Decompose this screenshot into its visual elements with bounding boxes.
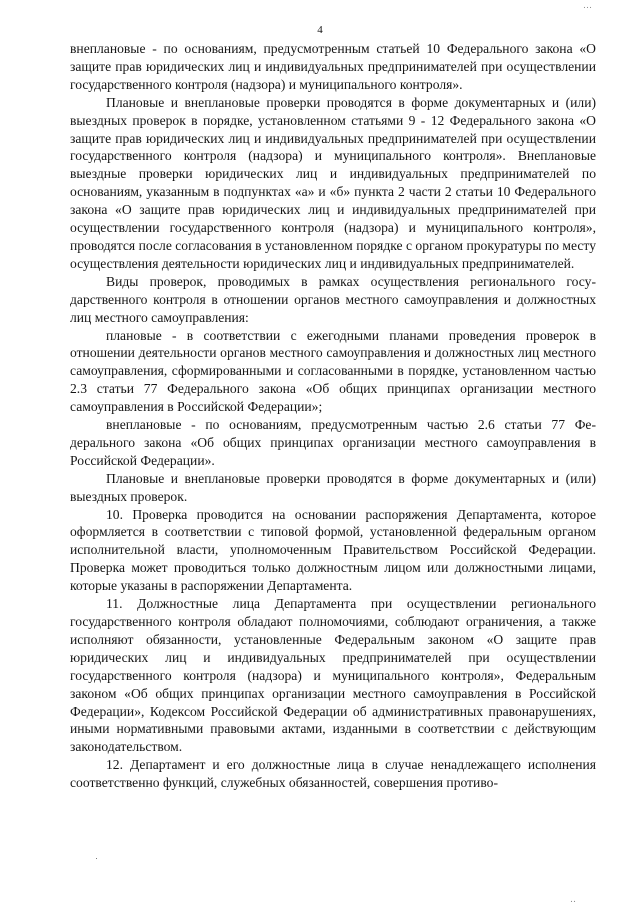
- document-body: [70, 40, 596, 792]
- paragraph: внеплановые - по основаниям, предусмотренным статьей 10 Федерального закона «О защите прав юридических лиц и индивидуальных предпринимателей при осуществлении государственного контроля (надзора) и муниципального контроля».: [70, 41, 596, 92]
- paragraph: 12. Департамент и его должностные лица в случае ненадлежащего исполнения соответственно функций, служебных обязанностей, совершения противо-: [70, 757, 596, 791]
- paragraph: Виды проверок, проводимых в рамках осуществления регионального государственного контроля в отношении органов местного самоуправления и должностных лиц местного самоуправления:: [70, 273, 596, 325]
- paragraph: Плановые и внеплановые проверки проводятся в форме документарных и (или) выездных проверок в порядке, установленном статьями 9 - 12 Федерального закона «О защите прав юридических лиц и индивидуальных предпринимателей при осуществлении государственного контроля (надзора) и муниципального контроля». Внеплановые выездные проверки юридических лиц и индивидуальных предпринимателей по основаниям, указанным в подпунктах «а» и «б» пункта 2 части 2 статьи 10 Федерального закона «О защите прав юридических лиц и индивидуальных предпринимателей при осуществлении государственного контроля (надзора) и муниципального контроля», проводятся после согласования в установленном порядке с органом прокуратуры по месту осуществления деятельности юридических лиц и индивидуальных предпринимателей.: [70, 94, 596, 271]
- paragraph: плановые - в соответствии с ежегодными планами проведения проверок в отношении деятельности органов местного самоуправления и должностных лиц местного самоуправления, сформированными и согласованными в порядке, установленном частью 2.3 статьи 77 Федерального закона «Об общих принципах организации местного самоуправления в Российской Федерации»;: [70, 327, 596, 415]
- paragraph: внеплановые - по основаниям, предусмотренным частью 2.6 статьи 77 Федерального закона «Об общих принципах организации местного самоуправления в Российской Федерации».: [70, 417, 596, 468]
- paragraph: 10. Проверка проводится на основании распоряжения Департамента, которое оформляется в соответствии с типовой формой, установленной федеральным органом исполнительной власти, уполномоченным Правительством Российской Федерации. Проверка может проводиться только должностным лицом или должностными лицами, которые указаны в распоряжении Департамента.: [70, 506, 596, 594]
- paragraph: 11. Должностные лица Департамента при осуществлении регионального государственного контроля обладают полномочиями, соблюдают ограничения, а также исполняют обязанности, установленные Федеральным законом «О защите прав юридических лиц и индивидуальных предпринимателей при осуществлении государственного контроля (надзора) и муниципального контроля», Федеральным законом «Об общих принципах организации местного самоуправления в Российской Федерации», Кодексом Российской Федерации об административных правонарушениях, иными нормативными правовыми актами, изданными в соответствии с действующим законодательством.: [70, 596, 596, 755]
- scan-mark-bottom: ‥: [569, 894, 576, 904]
- scan-mark-top: …: [583, 0, 592, 10]
- paragraph: Плановые и внеплановые проверки проводятся в форме документарных и (или) выездных проверок.: [70, 470, 596, 504]
- page-number: 4: [317, 24, 323, 36]
- scan-speck: [96, 858, 97, 859]
